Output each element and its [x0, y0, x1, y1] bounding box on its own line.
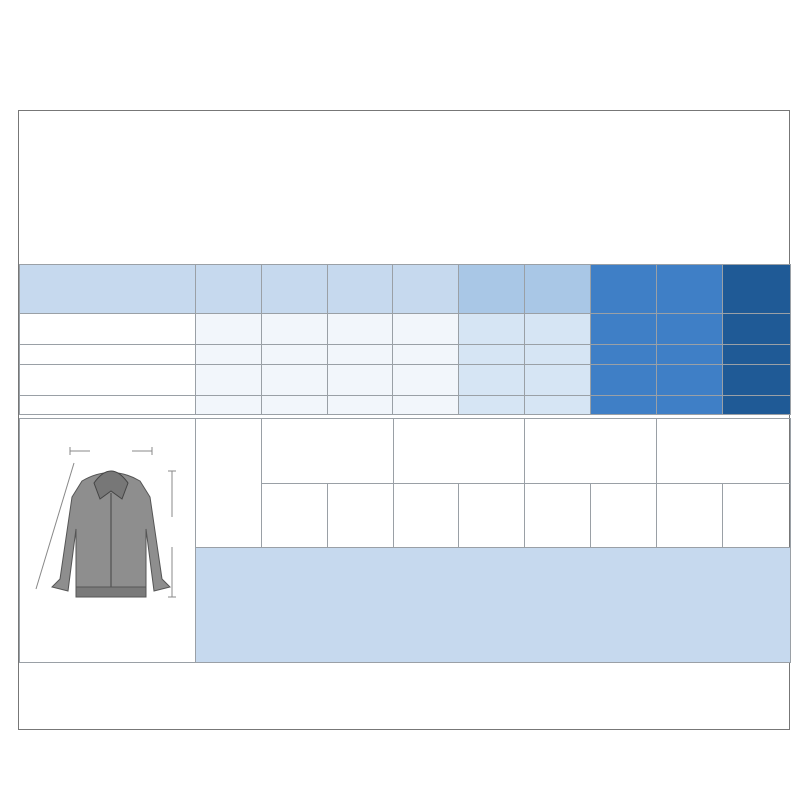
group-header-bust: [393, 419, 525, 484]
length-measure-line: [167, 471, 177, 597]
size-value-cell: [393, 396, 459, 415]
size-header-xxl: [459, 265, 525, 314]
shoulder-measure-line: [70, 445, 152, 457]
measurement-footer: [195, 548, 790, 663]
note-text: [59, 201, 753, 230]
unit-header: [722, 483, 790, 548]
size-chart-card: [18, 110, 790, 730]
size-header-5xl: [657, 265, 723, 314]
size-table-row: [20, 345, 791, 365]
size-value-cell: [723, 396, 791, 415]
size-value-cell: [723, 345, 791, 365]
size-value-cell: [195, 365, 261, 396]
size-header-l: [327, 265, 393, 314]
size-value-cell: [327, 314, 393, 345]
unit-header: [327, 483, 393, 548]
size-header-xxxl: [525, 265, 591, 314]
size-recommendation-table: [19, 264, 791, 415]
group-header-shoulder: [261, 419, 393, 484]
size-table-header-note: [20, 265, 196, 314]
unit-header: [591, 483, 657, 548]
size-value-cell: [525, 314, 591, 345]
size-value-cell: [327, 365, 393, 396]
unit-header: [459, 483, 525, 548]
size-value-cell: [657, 314, 723, 345]
size-value-cell: [657, 345, 723, 365]
size-value-cell: [591, 314, 657, 345]
size-value-cell: [591, 345, 657, 365]
size-value-cell: [327, 396, 393, 415]
unit-header: [657, 483, 723, 548]
size-value-cell: [657, 396, 723, 415]
size-table-row: [20, 314, 791, 345]
size-column-header: [195, 419, 261, 548]
group-header-length: [525, 419, 657, 484]
size-value-cell: [525, 345, 591, 365]
size-value-cell: [459, 365, 525, 396]
size-value-cell: [591, 396, 657, 415]
size-row-label: [20, 314, 196, 345]
size-header-4xl: [591, 265, 657, 314]
group-header-sleeve: [657, 419, 791, 484]
unit-header: [525, 483, 591, 548]
size-value-cell: [525, 396, 591, 415]
size-value-cell: [261, 345, 327, 365]
size-header-s: [195, 265, 261, 314]
size-row-label: [20, 396, 196, 415]
size-value-cell: [393, 365, 459, 396]
size-value-cell: [261, 314, 327, 345]
measurement-table: [19, 418, 791, 663]
hoodie-diagram-cell: [20, 419, 196, 663]
size-table-row: [20, 365, 791, 396]
size-value-cell: [525, 365, 591, 396]
size-value-cell: [261, 365, 327, 396]
size-header-6xl: [723, 265, 791, 314]
hoodie-measurement-diagram: [22, 419, 192, 659]
size-value-cell: [459, 345, 525, 365]
size-value-cell: [657, 365, 723, 396]
size-value-cell: [393, 345, 459, 365]
size-value-cell: [591, 365, 657, 396]
size-value-cell: [195, 314, 261, 345]
size-row-label: [20, 365, 196, 396]
size-value-cell: [393, 314, 459, 345]
size-value-cell: [723, 314, 791, 345]
size-value-cell: [723, 365, 791, 396]
unit-header: [393, 483, 459, 548]
size-value-cell: [459, 314, 525, 345]
size-table-row: [20, 396, 791, 415]
size-value-cell: [459, 396, 525, 415]
size-header-m: [261, 265, 327, 314]
size-value-cell: [327, 345, 393, 365]
size-header-xl: [393, 265, 459, 314]
size-value-cell: [261, 396, 327, 415]
unit-header: [261, 483, 327, 548]
hoodie-shape: [52, 471, 170, 597]
size-row-label: [20, 345, 196, 365]
size-value-cell: [195, 345, 261, 365]
size-value-cell: [195, 396, 261, 415]
